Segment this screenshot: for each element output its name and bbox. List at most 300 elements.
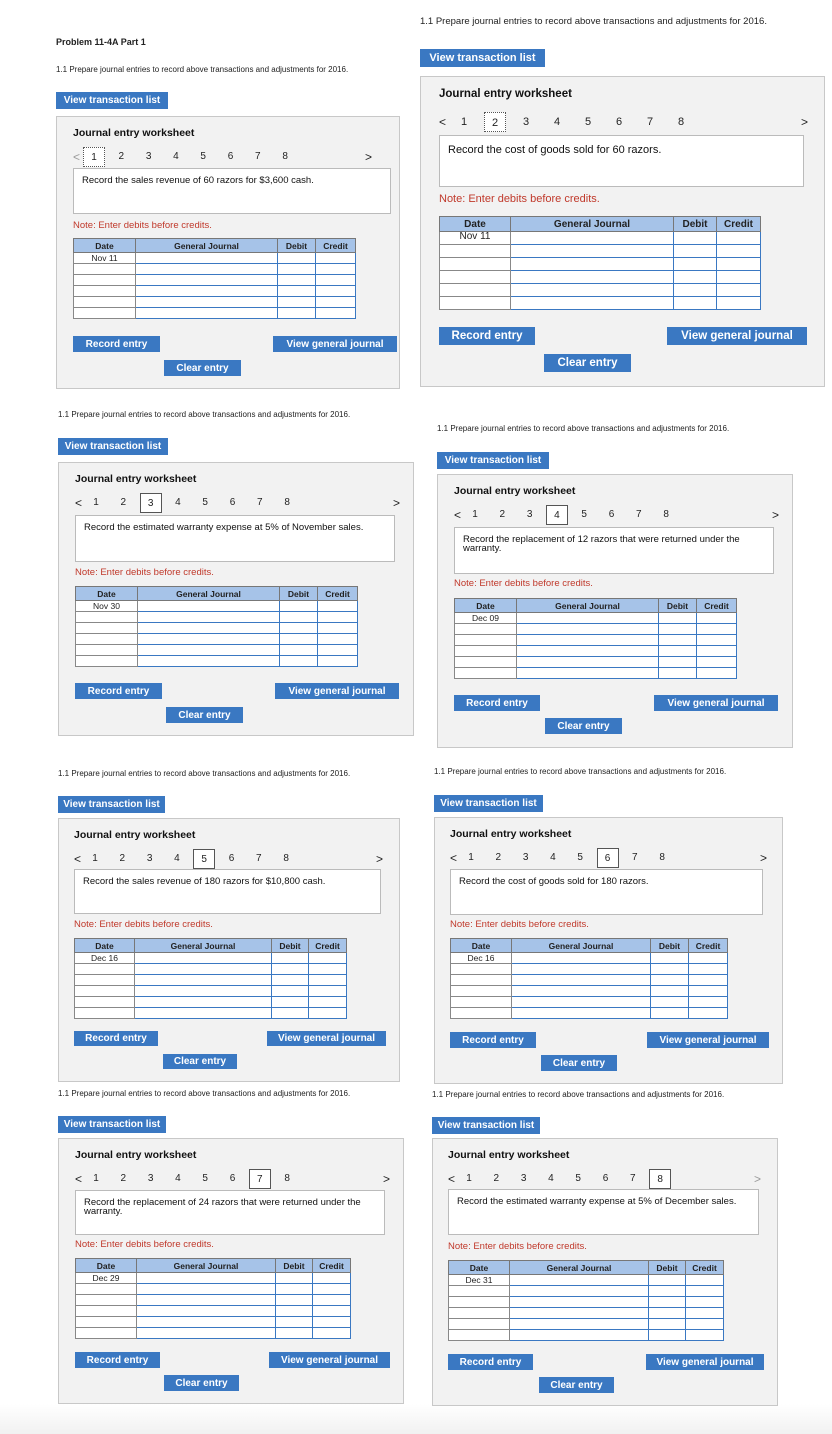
account-title-input[interactable] (137, 1328, 276, 1339)
step-tab-8[interactable]: 8 (284, 1173, 290, 1184)
debit-input[interactable] (276, 1295, 313, 1306)
debit-input[interactable] (651, 986, 689, 997)
debit-input[interactable] (272, 986, 309, 997)
clear-entry-button[interactable]: Clear entry (164, 360, 241, 376)
view-general-journal-button[interactable]: View general journal (654, 695, 778, 711)
account-title-input[interactable] (136, 275, 278, 286)
debit-input[interactable] (651, 975, 689, 986)
step-tab-3[interactable]: 3 (146, 853, 153, 864)
instruction-text: 1.1 Prepare journal entries to record above transactions and adjustments for 2016. (434, 767, 727, 776)
debit-input[interactable] (674, 232, 717, 245)
date-cell (440, 245, 511, 258)
column-header-general-journal: General Journal (510, 1261, 649, 1275)
journal-row (76, 634, 358, 645)
chevron-right-icon[interactable]: > (393, 496, 401, 510)
debit-input[interactable] (280, 612, 318, 623)
step-tab-4[interactable]: 4 (173, 151, 179, 162)
date-cell (449, 1308, 510, 1319)
step-tab-7[interactable]: 7 (632, 852, 638, 863)
chevron-right-icon[interactable]: > (376, 852, 384, 866)
credit-input[interactable] (309, 997, 347, 1008)
step-navigation (450, 848, 768, 868)
step-tab-4[interactable]: 4 (546, 505, 568, 525)
debit-input[interactable] (659, 668, 697, 679)
date-cell (455, 635, 517, 646)
credit-input[interactable] (686, 1319, 724, 1330)
date-cell (75, 986, 135, 997)
debit-input[interactable] (651, 964, 689, 975)
journal-row (74, 264, 356, 275)
step-tab-7[interactable]: 7 (249, 1169, 271, 1189)
view-general-journal-button[interactable]: View general journal (646, 1354, 764, 1370)
credit-input[interactable] (313, 1306, 351, 1317)
chevron-right-icon[interactable]: > (760, 851, 768, 865)
step-tab-3[interactable]: 3 (520, 1173, 527, 1184)
chevron-right-icon[interactable]: > (365, 150, 373, 164)
credit-input[interactable] (313, 1273, 351, 1284)
step-tab-7[interactable]: 7 (256, 853, 262, 864)
step-tab-4[interactable]: 4 (548, 1173, 554, 1184)
credit-input[interactable] (318, 601, 358, 612)
account-title-input[interactable] (512, 953, 651, 964)
debit-input[interactable] (651, 997, 689, 1008)
step-tab-5[interactable]: 5 (581, 509, 587, 520)
account-title-input[interactable] (511, 297, 674, 310)
step-tab-1[interactable]: 1 (83, 147, 105, 167)
debit-input[interactable] (278, 286, 316, 297)
account-title-input[interactable] (138, 645, 280, 656)
debit-input[interactable] (674, 258, 717, 271)
column-header-general-journal: General Journal (135, 939, 272, 953)
account-title-input[interactable] (137, 1317, 276, 1328)
debit-input[interactable] (649, 1330, 686, 1341)
debit-input[interactable] (280, 645, 318, 656)
account-title-input[interactable] (136, 253, 278, 264)
credit-input[interactable] (313, 1328, 351, 1339)
general-journal-table (448, 1260, 724, 1341)
account-title-input[interactable] (517, 624, 659, 635)
journal-row (76, 1328, 351, 1339)
debit-input[interactable] (280, 634, 318, 645)
debit-input[interactable] (276, 1284, 313, 1295)
record-entry-button[interactable]: Record entry (74, 1031, 158, 1046)
step-tab-2[interactable]: 2 (495, 852, 502, 863)
step-tab-1[interactable]: 1 (460, 116, 468, 128)
step-tab-6[interactable]: 6 (228, 853, 235, 864)
page-bottom-shade (0, 1404, 832, 1434)
debit-input[interactable] (272, 975, 309, 986)
credit-input[interactable] (318, 634, 358, 645)
journal-entry-worksheet-panel (420, 76, 825, 387)
general-journal-table (74, 938, 347, 1019)
account-title-input[interactable] (512, 997, 651, 1008)
credit-input[interactable] (697, 613, 737, 624)
step-tab-8[interactable]: 8 (284, 497, 290, 508)
debit-input[interactable] (674, 284, 717, 297)
view-general-journal-button[interactable]: View general journal (269, 1352, 390, 1368)
debit-input[interactable] (272, 953, 309, 964)
debit-input[interactable] (272, 997, 309, 1008)
step-tab-6[interactable]: 6 (597, 848, 619, 868)
step-tab-4[interactable]: 4 (175, 1173, 181, 1184)
worksheet-title: Journal entry worksheet (454, 485, 576, 497)
step-tab-8[interactable]: 8 (282, 151, 288, 162)
account-title-input[interactable] (511, 284, 674, 297)
transaction-description: Record the cost of goods sold for 60 razors. (439, 135, 804, 187)
account-title-input[interactable] (135, 1008, 272, 1019)
chevron-left-icon[interactable]: < (73, 150, 81, 164)
credit-input[interactable] (686, 1286, 724, 1297)
credit-input[interactable] (309, 964, 347, 975)
view-transaction-list-button[interactable]: View transaction list (434, 795, 543, 812)
account-title-input[interactable] (136, 264, 278, 275)
journal-row (75, 953, 347, 964)
step-tab-2[interactable]: 2 (499, 509, 506, 520)
date-cell (76, 656, 138, 667)
step-tab-2[interactable]: 2 (493, 1173, 500, 1184)
step-tab-7[interactable]: 7 (646, 116, 654, 128)
debit-input[interactable] (278, 253, 316, 264)
credit-input[interactable] (717, 232, 761, 245)
credit-input[interactable] (686, 1308, 724, 1319)
step-tab-6[interactable]: 6 (615, 116, 623, 128)
account-title-input[interactable] (137, 1306, 276, 1317)
account-title-input[interactable] (517, 613, 659, 624)
clear-entry-button[interactable]: Clear entry (541, 1055, 617, 1071)
journal-row (455, 635, 737, 646)
account-title-input[interactable] (510, 1286, 649, 1297)
account-title-input[interactable] (517, 646, 659, 657)
step-tab-3[interactable]: 3 (145, 151, 152, 162)
step-tab-1[interactable]: 1 (93, 497, 99, 508)
step-tab-7[interactable]: 7 (255, 151, 261, 162)
account-title-input[interactable] (138, 656, 280, 667)
account-title-input[interactable] (510, 1319, 649, 1330)
credit-input[interactable] (697, 624, 737, 635)
record-entry-button[interactable]: Record entry (75, 683, 162, 699)
debit-input[interactable] (659, 646, 697, 657)
view-general-journal-button[interactable]: View general journal (267, 1031, 386, 1046)
credit-input[interactable] (318, 645, 358, 656)
step-tab-7[interactable]: 7 (630, 1173, 636, 1184)
account-title-input[interactable] (137, 1273, 276, 1284)
account-title-input[interactable] (510, 1330, 649, 1341)
credit-input[interactable] (309, 953, 347, 964)
date-cell (451, 997, 512, 1008)
step-tab-3[interactable]: 3 (147, 1173, 154, 1184)
step-tab-3[interactable]: 3 (526, 509, 533, 520)
account-title-input[interactable] (511, 258, 674, 271)
step-tab-6[interactable]: 6 (608, 509, 615, 520)
step-tab-5[interactable]: 5 (193, 849, 215, 869)
column-header-credit: Credit (316, 239, 356, 253)
step-tab-5[interactable]: 5 (202, 1173, 208, 1184)
date-cell (440, 297, 511, 310)
chevron-right-icon[interactable]: > (383, 1172, 391, 1186)
view-transaction-list-button[interactable]: View transaction list (58, 438, 168, 455)
record-entry-button[interactable]: Record entry (448, 1354, 533, 1370)
step-tab-2[interactable]: 2 (119, 853, 126, 864)
credit-input[interactable] (689, 997, 728, 1008)
step-tab-1[interactable]: 1 (93, 1173, 99, 1184)
step-tab-1[interactable]: 1 (468, 852, 474, 863)
view-general-journal-button[interactable]: View general journal (275, 683, 399, 699)
credit-input[interactable] (697, 668, 737, 679)
step-tab-2[interactable]: 2 (118, 151, 125, 162)
debit-input[interactable] (649, 1297, 686, 1308)
credit-input[interactable] (316, 264, 356, 275)
chevron-left-icon[interactable]: < (74, 852, 82, 866)
journal-entry-worksheet-panel (437, 474, 793, 748)
debit-input[interactable] (278, 275, 316, 286)
credit-input[interactable] (318, 656, 358, 667)
debit-input[interactable] (649, 1286, 686, 1297)
step-tab-2[interactable]: 2 (120, 497, 127, 508)
account-title-input[interactable] (135, 997, 272, 1008)
credit-input[interactable] (313, 1295, 351, 1306)
credit-input[interactable] (316, 275, 356, 286)
account-title-input[interactable] (511, 245, 674, 258)
credit-input[interactable] (309, 975, 347, 986)
credit-input[interactable] (309, 1008, 347, 1019)
credit-input[interactable] (717, 271, 761, 284)
account-title-input[interactable] (137, 1295, 276, 1306)
account-title-input[interactable] (510, 1275, 649, 1286)
record-entry-button[interactable]: Record entry (450, 1032, 536, 1048)
credit-input[interactable] (316, 297, 356, 308)
debit-input[interactable] (674, 271, 717, 284)
clear-entry-button[interactable]: Clear entry (166, 707, 243, 723)
account-title-input[interactable] (517, 657, 659, 668)
account-title-input[interactable] (135, 953, 272, 964)
step-tab-3[interactable]: 3 (140, 493, 162, 513)
step-tab-8[interactable]: 8 (663, 509, 669, 520)
credit-input[interactable] (689, 1008, 728, 1019)
account-title-input[interactable] (517, 668, 659, 679)
record-entry-button[interactable]: Record entry (73, 336, 160, 352)
worksheet-title: Journal entry worksheet (448, 1149, 570, 1161)
credit-input[interactable] (717, 245, 761, 258)
credit-input[interactable] (316, 253, 356, 264)
view-general-journal-button[interactable]: View general journal (273, 336, 397, 352)
journal-row (440, 232, 761, 245)
account-title-input[interactable] (512, 986, 651, 997)
debit-input[interactable] (280, 601, 318, 612)
credit-input[interactable] (313, 1317, 351, 1328)
step-tab-5[interactable]: 5 (577, 852, 583, 863)
view-transaction-list-button[interactable]: View transaction list (432, 1117, 540, 1134)
account-title-input[interactable] (135, 986, 272, 997)
step-tab-4[interactable]: 4 (174, 853, 180, 864)
debit-input[interactable] (276, 1306, 313, 1317)
account-title-input[interactable] (137, 1284, 276, 1295)
debit-input[interactable] (276, 1328, 313, 1339)
step-tab-6[interactable]: 6 (227, 151, 234, 162)
chevron-left-icon[interactable]: < (448, 1172, 456, 1186)
journal-row (451, 1008, 728, 1019)
date-cell (451, 986, 512, 997)
column-header-debit: Debit (276, 1259, 313, 1273)
clear-entry-button[interactable]: Clear entry (163, 1054, 237, 1069)
step-tab-5[interactable]: 5 (202, 497, 208, 508)
step-tab-3[interactable]: 3 (522, 116, 530, 128)
credit-input[interactable] (318, 623, 358, 634)
step-tab-6[interactable]: 6 (229, 1173, 236, 1184)
journal-row (449, 1297, 724, 1308)
debit-input[interactable] (659, 624, 697, 635)
journal-row (455, 624, 737, 635)
chevron-left-icon[interactable]: < (450, 851, 458, 865)
debit-input[interactable] (272, 1008, 309, 1019)
account-title-input[interactable] (136, 308, 278, 319)
debit-input[interactable] (278, 297, 316, 308)
view-transaction-list-button[interactable]: View transaction list (56, 92, 168, 109)
account-title-input[interactable] (136, 297, 278, 308)
credit-input[interactable] (697, 646, 737, 657)
debit-input[interactable] (674, 297, 717, 310)
credit-input[interactable] (717, 297, 761, 310)
step-tab-5[interactable]: 5 (584, 116, 592, 128)
step-tab-4[interactable]: 4 (553, 116, 561, 128)
step-tab-7[interactable]: 7 (257, 497, 263, 508)
date-cell (75, 997, 135, 1008)
account-title-input[interactable] (512, 1008, 651, 1019)
account-title-input[interactable] (517, 635, 659, 646)
step-tab-2[interactable]: 2 (120, 1173, 127, 1184)
debit-input[interactable] (276, 1273, 313, 1284)
account-title-input[interactable] (138, 634, 280, 645)
clear-entry-button[interactable]: Clear entry (545, 718, 622, 734)
debit-input[interactable] (649, 1275, 686, 1286)
debit-credit-note: Note: Enter debits before credits. (450, 919, 589, 930)
credit-input[interactable] (309, 986, 347, 997)
column-header-credit: Credit (686, 1261, 724, 1275)
column-header-date: Date (76, 587, 138, 601)
chevron-right-icon[interactable]: > (801, 115, 809, 129)
journal-row (449, 1330, 724, 1341)
view-general-journal-button[interactable]: View general journal (667, 327, 807, 345)
step-tab-8[interactable]: 8 (677, 116, 685, 128)
chevron-left-icon[interactable]: < (75, 1172, 83, 1186)
column-header-debit: Debit (272, 939, 309, 953)
clear-entry-button[interactable]: Clear entry (164, 1375, 239, 1391)
step-tab-6[interactable]: 6 (602, 1173, 609, 1184)
view-transaction-list-button[interactable]: View transaction list (58, 796, 165, 813)
debit-input[interactable] (659, 613, 697, 624)
clear-entry-button[interactable]: Clear entry (539, 1377, 614, 1393)
debit-input[interactable] (649, 1319, 686, 1330)
debit-input[interactable] (272, 964, 309, 975)
journal-entry-worksheet-panel (58, 462, 414, 736)
journal-row (76, 1273, 351, 1284)
view-transaction-list-button[interactable]: View transaction list (58, 1116, 166, 1133)
general-journal-table (450, 938, 728, 1019)
credit-input[interactable] (717, 284, 761, 297)
credit-input[interactable] (686, 1297, 724, 1308)
credit-input[interactable] (697, 657, 737, 668)
credit-input[interactable] (318, 612, 358, 623)
credit-input[interactable] (316, 308, 356, 319)
account-title-input[interactable] (138, 612, 280, 623)
credit-input[interactable] (689, 986, 728, 997)
debit-input[interactable] (280, 656, 318, 667)
step-tab-6[interactable]: 6 (229, 497, 236, 508)
date-cell: Nov 11 (440, 232, 511, 245)
chevron-left-icon[interactable]: < (439, 115, 447, 129)
credit-input[interactable] (313, 1284, 351, 1295)
account-title-input[interactable] (138, 623, 280, 634)
debit-input[interactable] (280, 623, 318, 634)
step-tab-3[interactable]: 3 (522, 852, 529, 863)
account-title-input[interactable] (512, 975, 651, 986)
view-transaction-list-button[interactable]: View transaction list (437, 452, 549, 469)
account-title-input[interactable] (510, 1308, 649, 1319)
debit-input[interactable] (674, 245, 717, 258)
step-tab-4[interactable]: 4 (175, 497, 181, 508)
record-entry-button[interactable]: Record entry (75, 1352, 160, 1368)
step-tab-8[interactable]: 8 (649, 1169, 671, 1189)
view-transaction-list-button[interactable]: View transaction list (420, 49, 545, 67)
record-entry-button[interactable]: Record entry (439, 327, 535, 345)
chevron-right-icon[interactable]: > (772, 508, 780, 522)
transaction-description: Record the replacement of 12 razors that were returned under the warranty. (454, 527, 774, 574)
debit-input[interactable] (659, 635, 697, 646)
step-tab-2[interactable]: 2 (484, 112, 506, 132)
account-title-input[interactable] (138, 601, 280, 612)
debit-input[interactable] (278, 308, 316, 319)
debit-input[interactable] (659, 657, 697, 668)
credit-input[interactable] (686, 1275, 724, 1286)
credit-input[interactable] (689, 953, 728, 964)
debit-input[interactable] (276, 1317, 313, 1328)
debit-input[interactable] (649, 1308, 686, 1319)
step-tab-7[interactable]: 7 (636, 509, 642, 520)
credit-input[interactable] (717, 258, 761, 271)
step-tab-1[interactable]: 1 (92, 853, 98, 864)
view-general-journal-button[interactable]: View general journal (647, 1032, 769, 1048)
account-title-input[interactable] (135, 964, 272, 975)
account-title-input[interactable] (510, 1297, 649, 1308)
step-tab-1[interactable]: 1 (466, 1173, 472, 1184)
step-tab-4[interactable]: 4 (550, 852, 556, 863)
account-title-input[interactable] (135, 975, 272, 986)
clear-entry-button[interactable]: Clear entry (544, 354, 631, 372)
column-header-date: Date (74, 239, 136, 253)
account-title-input[interactable] (512, 964, 651, 975)
debit-input[interactable] (278, 264, 316, 275)
step-tab-5[interactable]: 5 (200, 151, 206, 162)
credit-input[interactable] (316, 286, 356, 297)
step-tab-1[interactable]: 1 (472, 509, 478, 520)
account-title-input[interactable] (511, 232, 674, 245)
debit-input[interactable] (651, 1008, 689, 1019)
chevron-left-icon[interactable]: < (454, 508, 462, 522)
record-entry-button[interactable]: Record entry (454, 695, 540, 711)
column-header-date: Date (76, 1259, 137, 1273)
step-tab-8[interactable]: 8 (659, 852, 665, 863)
credit-input[interactable] (689, 975, 728, 986)
account-title-input[interactable] (511, 271, 674, 284)
chevron-right-icon[interactable]: > (754, 1172, 762, 1186)
account-title-input[interactable] (136, 286, 278, 297)
credit-input[interactable] (689, 964, 728, 975)
chevron-left-icon[interactable]: < (75, 496, 83, 510)
credit-input[interactable] (686, 1330, 724, 1341)
step-tab-5[interactable]: 5 (575, 1173, 581, 1184)
credit-input[interactable] (697, 635, 737, 646)
debit-input[interactable] (651, 953, 689, 964)
step-tab-8[interactable]: 8 (283, 853, 289, 864)
